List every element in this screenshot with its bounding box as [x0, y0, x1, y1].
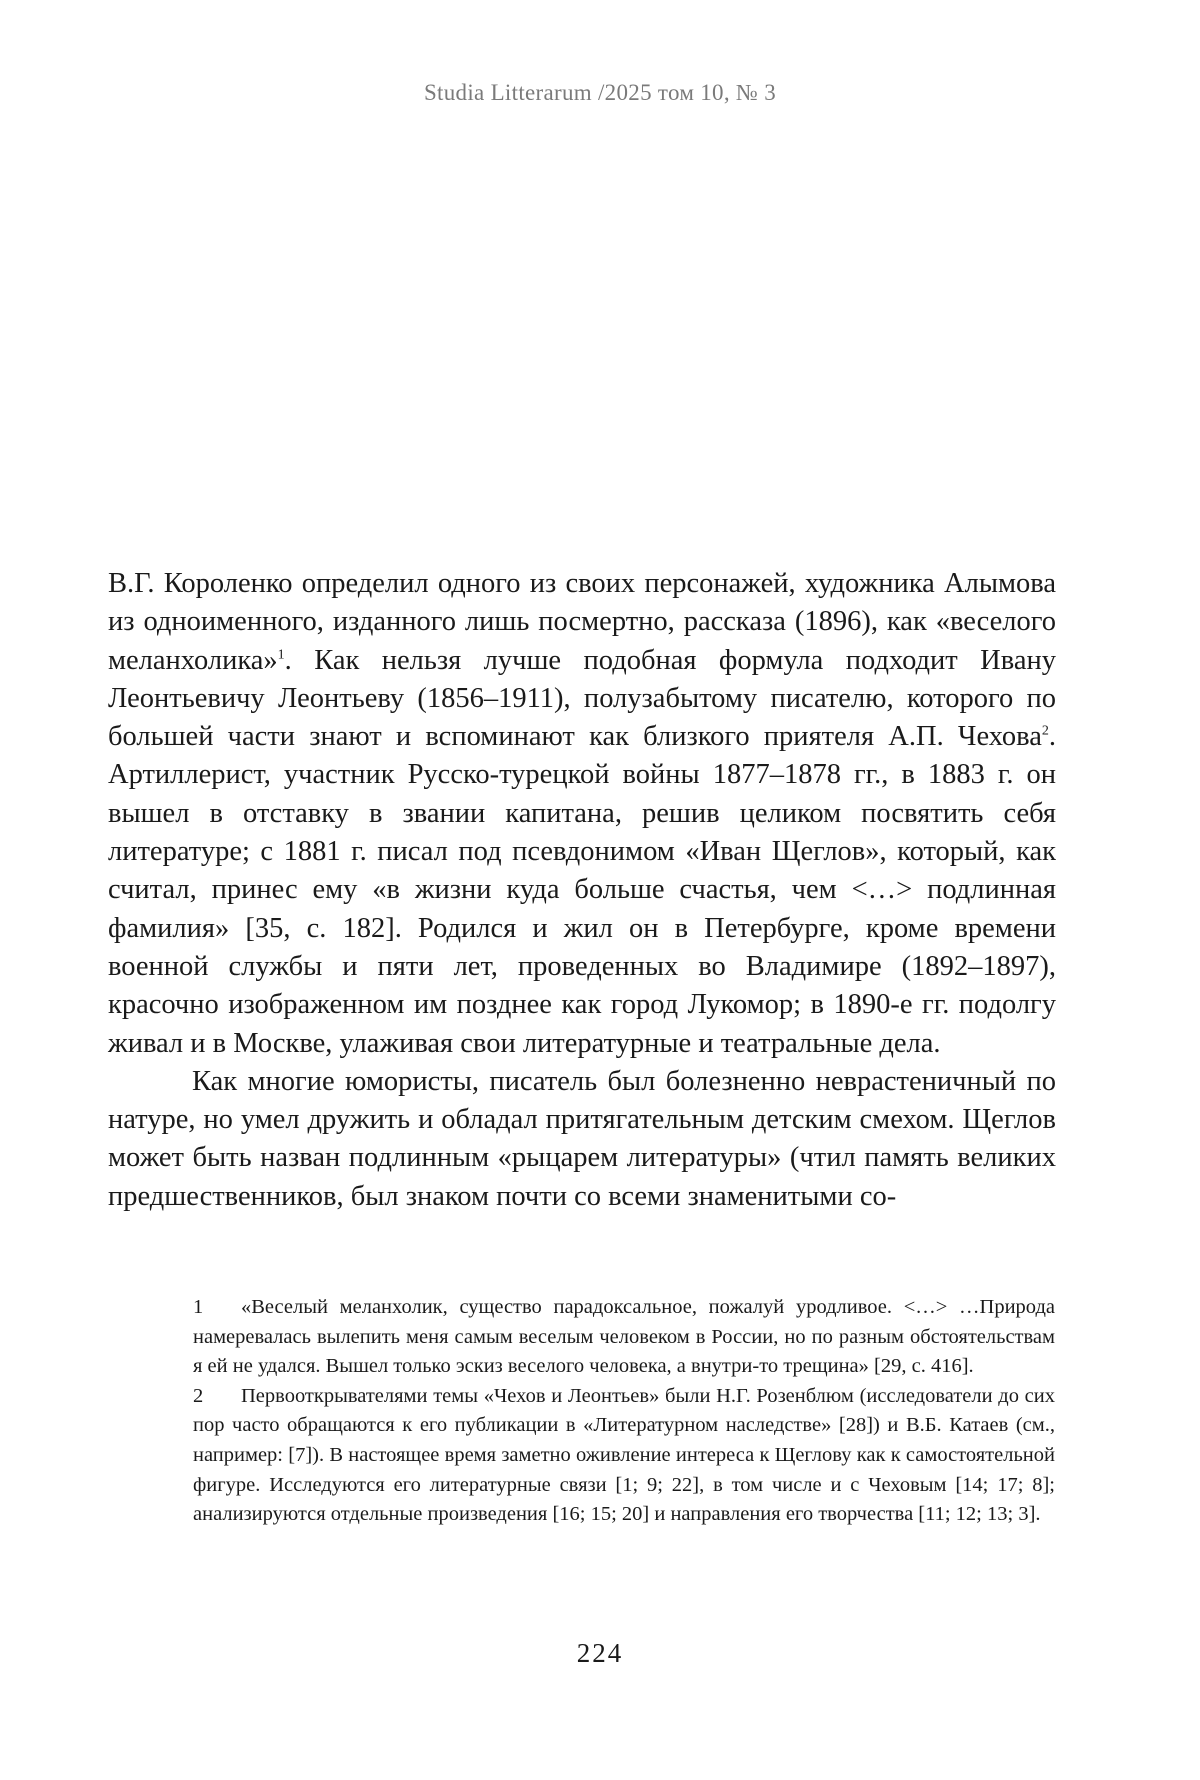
- footnote-text: Первооткрывателями темы «Чехов и Леонтьев» были Н.Г. Розенблюм (исследователи до сих пор часто обращаются к его публикации в «Литературном наследстве» [28]) и В.Б. Катаев (см., например: [7]). В настоящее время заметно оживление интереса к Щеглову как к самостоятельной фигуре. Исследуются его литературные связи [1; 9; 22], в том числе и с Чеховым [14; 17; 8]; анализируются отдельные произведения [16; 15; 20] и направления его творчества [11; 12; 13; 3].: [193, 1384, 1055, 1526]
- body-paragraph-2: Как многие юмористы, писатель был болезненно неврастеничный по натуре, но умел дружить и обладал притягательным детским смехом. Щеглов может быть назван подлинным «рыцарем литературы» (чтил память великих предшественников, был знаком почти со всеми знаменитыми со-: [108, 1065, 1056, 1212]
- paragraph-1-text-b: . Как нельзя лучше подобная формула подходит Ивану Леонтьевичу Леонтьеву (1856–1911), полузабытому писателю, которого по большей части знают и вспоминают как близкого приятеля А.П. Чехова: [108, 644, 1056, 753]
- footnote-number: 2: [193, 1384, 204, 1407]
- paragraph-1-text-a: В.Г. Короленко определил одного из своих персонажей, художника Алымова из одноименного, изданного лишь посмертно, рассказа (1896), как «веселого меланхолика»: [108, 568, 1056, 676]
- running-head: Studia Litterarum /2025 том 10, № 3: [423, 80, 777, 105]
- footnotes: [193, 1293, 1055, 1530]
- paragraph-1-text-c: . Артиллерист, участник Русско-турецкой войны 1877–1878 гг., в 1883 г. он вышел в отставку в звании капитана, решив целиком посвятить себя литературе; с 1881 г. писал под псевдонимом «Иван Щеглов», который, как считал, принес ему «в жизни куда больше счастья, чем <…> подлинная фамилия» [35, с. 182]. Родился и жил он в Петербурге, кроме времени военной службы и пяти лет, проведенных во Владимире (1892–1897), красочно изображенном им позднее как город Лукомор; в 1890-е гг. подолгу живал и в Москве, улаживая свои литературные и театральные дела.: [108, 721, 1056, 1059]
- footnote-2: [193, 1382, 1055, 1530]
- footnote-ref-2[interactable]: 2: [1041, 723, 1049, 739]
- footnote-ref-1[interactable]: 1: [277, 647, 285, 663]
- body-paragraph-1: [108, 565, 1056, 1063]
- page-number: 224: [576, 1638, 624, 1668]
- article-body: [108, 565, 1056, 1216]
- footnote-1: [193, 1293, 1055, 1382]
- footnote-number: 1: [193, 1296, 204, 1318]
- footnote-text: «Веселый меланхолик, существо парадоксальное, пожалуй уродливое. <…> …Природа намеревалась вылепить меня самым веселым человеком в России, но по разным обстоятельствам я ей не удался. Вышел только эскиз веселого человека, а внутри-то трещина» [29, с. 416].: [193, 1296, 1055, 1378]
